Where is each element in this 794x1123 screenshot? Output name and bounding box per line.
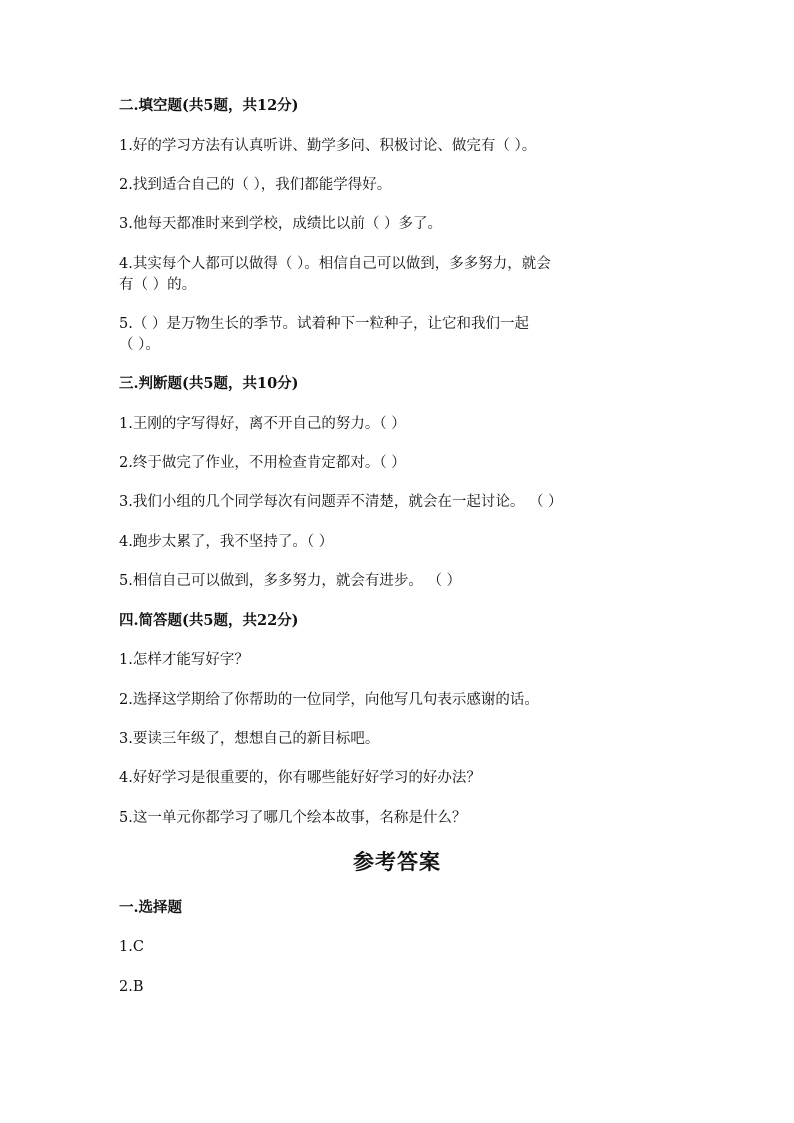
section-heading-answers: 一.选择题	[119, 899, 183, 916]
question-item: 1.好的学习方法有认真听讲、勤学多问、积极讨论、做完有（ ）。	[119, 138, 537, 154]
question-item: 5.这一单元你都学习了哪几个绘本故事，名称是什么？	[119, 810, 467, 826]
question-item-continued: 有（ ）的。	[119, 277, 197, 293]
question-item: 3.要读三年级了，想想自己的新目标吧。	[119, 731, 380, 747]
question-item: 5.（ ）是万物生长的季节。试着种下一粒种子，让它和我们一起	[119, 316, 529, 332]
question-item: 3.我们小组的几个同学每次有问题弄不清楚，就会在一起讨论。 （ ）	[119, 494, 563, 510]
question-item: 4.好好学习是很重要的，你有哪些能好好学习的好办法？	[119, 770, 481, 786]
question-item: 5.相信自己可以做到，多多努力，就会有进步。 （ ）	[119, 573, 462, 589]
section-heading-true-false: 三.判断题(共5题，共10分)	[119, 375, 299, 392]
question-item: 2.找到适合自己的（ ），我们都能学得好。	[119, 177, 392, 193]
question-item: 3.他每天都准时来到学校，成绩比以前（ ）多了。	[119, 216, 442, 232]
question-item: 1.王刚的字写得好，离不开自己的努力。（ ）	[119, 416, 406, 432]
question-item: 2.选择这学期给了你帮助的一位同学，向他写几句表示感谢的话。	[119, 692, 539, 708]
answer-key-title: 参考答案	[353, 849, 441, 874]
section-heading-fill-blank: 二.填空题(共5题，共12分)	[119, 97, 299, 114]
answer-item: 2.B	[119, 979, 144, 995]
question-item: 4.其实每个人都可以做得（ ）。相信自己可以做到，多多努力，就会	[119, 256, 551, 272]
question-item: 4.跑步太累了，我不坚持了。（ ）	[119, 534, 334, 550]
question-item: 1.怎样才能写好字？	[119, 652, 249, 668]
answer-item: 1.C	[119, 939, 144, 955]
question-item: 2.终于做完了作业，不用检查肯定都对。（ ）	[119, 455, 406, 471]
section-heading-short-answer: 四.简答题(共5题，共22分)	[119, 612, 299, 629]
question-item-continued: （ ）。	[119, 337, 160, 353]
